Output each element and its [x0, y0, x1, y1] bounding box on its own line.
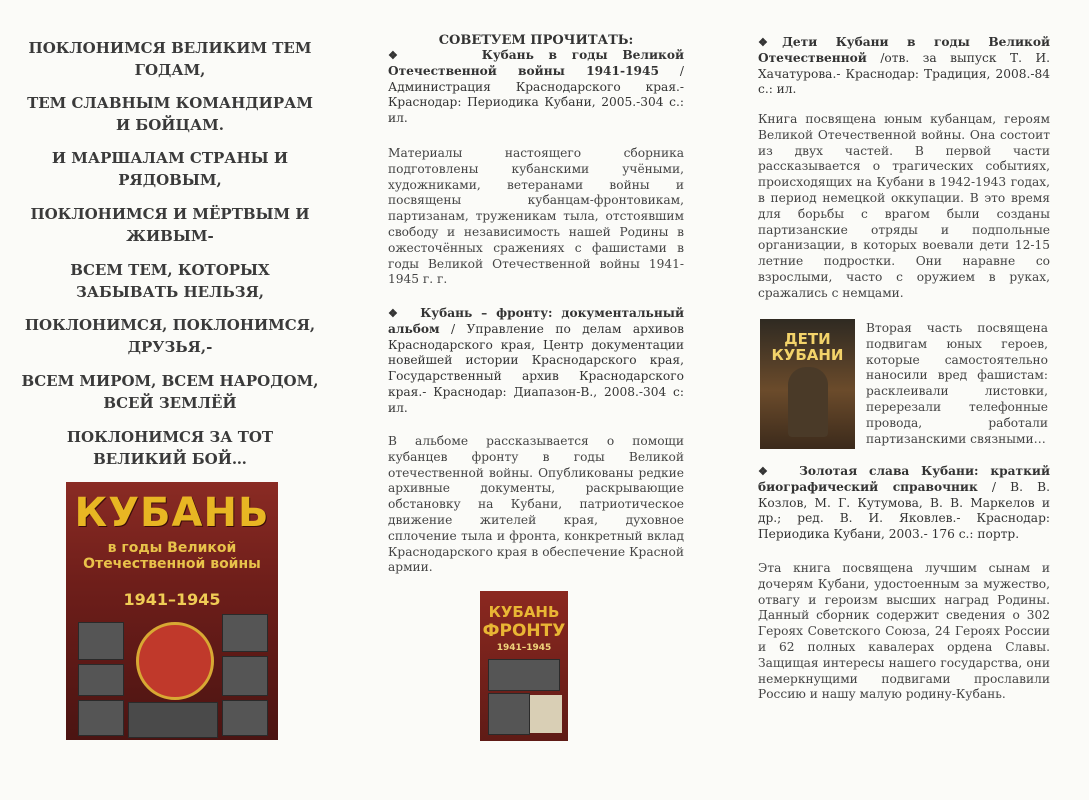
cover-photo [222, 614, 268, 652]
book-description: Вторая часть посвящена подвигам юных героев, которые самостоятельно наносили вред фашистам: расклеивали листовки, перерезали телефонные провода, работали партизанскими связными… [866, 321, 1048, 446]
cover-document [530, 695, 562, 733]
book-title: Золотая слава Кубани: краткий биографический справочник [758, 464, 1050, 494]
boy-figure [788, 367, 828, 437]
diamond-bullet-icon: ❖ [388, 307, 403, 320]
cover-photo [488, 693, 530, 735]
diamond-bullet-icon: ❖ [388, 49, 409, 62]
book-description: В альбоме рассказывается о помощи кубанцев фронту в годы Великой отечественной войны. Опубликованы редкие архивные документы, раскрывающие обстановку на Кубани, патриотическое движение жителей края, духовное сплочение тыла и фронта, конкретный вклад Краснодарского края в обеспечение Красной армии. [388, 434, 684, 575]
cover-photo [78, 700, 124, 736]
section-heading: СОВЕТУЕМ ПРОЧИТАТЬ: [438, 33, 634, 48]
order-star-emblem [136, 622, 214, 700]
book-title: Дети Кубани в годы Великой Отечественной [758, 35, 1050, 65]
book-description: Эта книга посвящена лучшим сынам и дочерям Кубани, удостоенным за мужество, отвагу и героизм высших наград Родины. Данный сборник содержит сведения о 302 Героях Советского Союза, 24 Героях России и 62 полных кавалерах ордена Славы. Защищая интересы нашего государства, они немеркнущими подвигами прославили Россию и нашу малую родину-Кубань. [758, 561, 1050, 702]
cover-photo [78, 664, 124, 696]
diamond-bullet-icon: ❖ [758, 465, 776, 478]
cover-photo [78, 622, 124, 660]
cover-photo [222, 700, 268, 736]
cover-title: ДЕТИ КУБАНИ [771, 330, 844, 364]
diamond-bullet-icon: ❖ [758, 36, 783, 49]
book-entry-1 [388, 48, 684, 127]
poem-line: ПОКЛОНИМСЯ ЗА ТОТ ВЕЛИКИЙ БОЙ… [66, 428, 274, 468]
cover-subtitle: в годы Великой Отечественной войны [83, 540, 261, 572]
book-description: Материалы настоящего сборника подготовлены кубанскими учёными, художниками, ветеранами войны и посвящены кубанцам-фронтовикам, партизанам, труженикам тыла, отстоявшим свободу и независимость нашей Родины в ожесточённых сражениях с фашистами в годы Великой Отечественной войны 1941-1945 г. г. [388, 146, 684, 287]
cover-years: 1941–1945 [496, 643, 552, 653]
book-meta: /отв. за выпуск Т. И. Хачатурова.- Краснодар: Традиция, 2008.-84 с.: ил. [758, 50, 1050, 97]
poem-line: ТЕМ СЛАВНЫМ КОМАНДИРАМ И БОЙЦАМ. [27, 94, 313, 134]
poem-line: ПОКЛОНИМСЯ ВЕЛИКИМ ТЕМ ГОДАМ, [28, 39, 312, 79]
cover-photo [222, 656, 268, 696]
book-cover-kuban-war-years [66, 482, 278, 740]
book-meta: / В. В. Козлов, М. Г. Кутумова, В. В. Маркелов и др.; ред. В. И. Яковлев.- Краснодар: Периодика Кубани, 2003.- 176 с.: портр. [758, 479, 1050, 542]
poem-line: ВСЕМ МИРОМ, ВСЕМ НАРОДОМ, ВСЕЙ ЗЕМЛЁЙ [21, 372, 319, 412]
poem-line: ПОКЛОНИМСЯ И МЁРТВЫМ И ЖИВЫМ- [30, 205, 310, 245]
cover-photo [128, 702, 218, 738]
poem-line: И МАРШАЛАМ СТРАНЫ И РЯДОВЫМ, [51, 149, 289, 189]
book-title: Кубань – фронту: документальный альбом [388, 306, 684, 336]
poem-line: ПОКЛОНИМСЯ, ПОКЛОНИМСЯ, ДРУЗЬЯ,- [24, 316, 316, 356]
cover-photo [488, 659, 560, 691]
poem-line: ВСЕМ ТЕМ, КОТОРЫХ ЗАБЫВАТЬ НЕЛЬЗЯ, [70, 261, 270, 301]
book-entry-4 [758, 464, 1050, 543]
book-entry-2 [388, 306, 684, 417]
book-cover-children-of-kuban [760, 319, 855, 449]
book-meta: / Администрация Краснодарского края.- Краснодар: Периодика Кубани, 2005.-304 с.: ил. [388, 63, 684, 126]
cover-title: КУБАНЬ [74, 490, 270, 536]
cover-title: КУБАНЬ [488, 603, 560, 621]
cover-years: 1941–1945 [123, 590, 221, 609]
book-description: Книга посвящена юным кубанцам, героям Великой Отечественной войны. Она состоит из двух частей. В первой части рассказывается о трагических событиях, происходящих на Кубани в 1942-1943 годах, в период немецкой оккупации. В это время для борьбы с врагом были созданы партизанские отряды и подпольные организации, в которых воевали дети 12-15 летние подростки. Они наравне со взрослыми, часто с оружием в руках, сражались с немцами. [758, 112, 1050, 300]
cover-title: ФРОНТУ [482, 621, 566, 641]
recommended-reading [388, 33, 684, 127]
book-cover-kuban-front [480, 591, 568, 741]
book-title: Кубань в годы Великой Отечественной войны 1941-1945 [388, 48, 684, 78]
book-entry-3 [758, 35, 1050, 98]
book-meta: / Управление по делам архивов Краснодарского края, Центр документации новейшей истории Краснодарского края, Государственный архив Краснодарского края.- Краснодар: Диапазон-В., 2008.-304 с: ил. [388, 321, 684, 415]
